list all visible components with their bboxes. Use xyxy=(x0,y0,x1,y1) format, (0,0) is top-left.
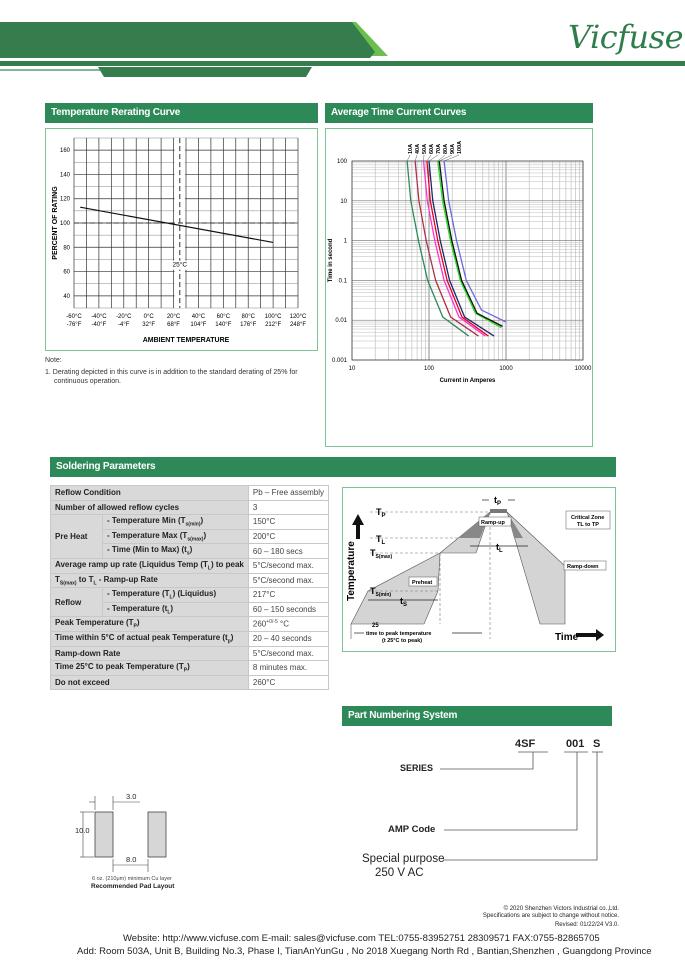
cell-label: Time within 5°C of actual peak Temperature $(t_p)$ xyxy=(51,631,249,646)
table-row xyxy=(51,675,329,690)
critical-zone-label: Critical Zone xyxy=(571,515,605,521)
cell-label: Ramp-down Rate xyxy=(51,646,249,661)
cell-value: 5°C/second max. xyxy=(248,573,328,588)
x-axis-label: AMBIENT TEMPERATURE xyxy=(142,337,230,344)
y-axis-label: PERCENT OF RATING xyxy=(52,186,59,260)
voltage-label: 250 V AC xyxy=(375,867,424,879)
x-tick-label-f: 32°F xyxy=(142,322,156,328)
series-leader xyxy=(415,155,417,161)
table-row xyxy=(51,661,329,676)
reflow-profile-diagram xyxy=(342,487,616,652)
pad-left xyxy=(95,812,113,857)
x-tick-label: 100 xyxy=(423,366,435,372)
pad-gap-dimension: 8.0 xyxy=(126,855,137,864)
logo: Vicfuse xyxy=(568,18,684,56)
cell-label: Reflow Condition xyxy=(51,486,249,501)
x-tick-label-f: -4°F xyxy=(118,322,130,328)
table-row xyxy=(51,500,329,515)
cell-label: Number of allowed reflow cycles xyxy=(51,500,249,515)
cell-label: Time 25°C to peak Temperature $(T_P)$ xyxy=(51,661,249,676)
cell-value: 60 – 150 seconds xyxy=(248,602,328,617)
x-tick-label-f: 212°F xyxy=(265,322,282,328)
x-tick-label-f: -40°F xyxy=(91,322,107,328)
y-tick-label: 120 xyxy=(59,196,70,203)
series-line-90A xyxy=(439,161,502,326)
note-text-2: continuous operation. xyxy=(54,378,121,385)
table-row xyxy=(51,573,329,588)
cell-label: Peak Temperature $(T_P)$ xyxy=(51,617,249,632)
series-label: 60A xyxy=(429,143,435,154)
up-arrow-icon xyxy=(352,514,364,539)
x-tick-label: 10000 xyxy=(574,366,592,372)
revision: Revised: 01/22/24 V3.0. xyxy=(554,922,619,928)
cell-label: $T_{S(max)}$ to $T_L$ - Ramp-up Rate xyxy=(51,573,249,588)
x-tick-label: -60°C xyxy=(66,314,82,320)
series-label: 70A xyxy=(436,143,442,154)
tsmax-label: $T_{S(max)}$ xyxy=(370,548,393,560)
profile-shapes xyxy=(351,509,565,624)
critical-zone-range: TL to TP xyxy=(577,522,599,528)
table-row xyxy=(51,646,329,661)
cell-value: 20 – 40 seconds xyxy=(248,631,328,646)
y-tick-label: 0.1 xyxy=(338,278,347,285)
suffix-code: S xyxy=(593,738,601,750)
note-text: 1. Derating depicted in this curve is in addition to the standard derating of 25% for xyxy=(45,369,298,376)
series-leader xyxy=(407,155,410,161)
x-tick-label: 20°C xyxy=(166,314,181,320)
y-tick-label: 1 xyxy=(343,238,347,245)
cell-label: Average ramp up rate (Liquidus Temp $(T_L)$ to peak xyxy=(51,558,249,573)
section-title-time-current: Average Time Current Curves xyxy=(325,103,593,123)
y-axis-label: Time in second xyxy=(328,238,334,283)
cell-group-preheat: Pre Heat xyxy=(51,515,103,559)
y-tick-label: 80 xyxy=(63,245,70,252)
footer-contact: Website: http://www.vicfuse.com E-mail: sales@vicfuse.com TEL:0755-83952751 28309571 FAX:0755-82865705 xyxy=(123,933,600,944)
cell-value: 3 xyxy=(248,500,328,515)
x-tick-label: -20°C xyxy=(116,314,132,320)
table-row xyxy=(51,558,329,573)
y-tick-label: 60 xyxy=(63,269,70,276)
series-label: 10A xyxy=(408,143,414,154)
cell-label: - Temperature $(t_L)$ xyxy=(103,602,249,617)
table-row xyxy=(51,631,329,646)
cell-value: 5°C/second max. xyxy=(248,558,328,573)
y-tick-label: 0.001 xyxy=(331,358,347,364)
cell-value: 60 – 180 secs xyxy=(248,544,328,559)
y-tick-label: 160 xyxy=(59,148,70,155)
table-row xyxy=(51,515,329,530)
ts-time-label: $t_S$ xyxy=(400,596,408,608)
table-row xyxy=(51,486,329,501)
preheat-label: Preheat xyxy=(412,580,433,586)
series-line-100A xyxy=(444,161,506,322)
cell-value: 260°C xyxy=(248,675,328,690)
x-tick-label-f: 104°F xyxy=(190,322,207,328)
x-tick-label: 40°C xyxy=(191,314,206,320)
special-purpose-label: Special purpose xyxy=(362,853,445,865)
tl-label: $T_L$ xyxy=(376,534,386,546)
copyright: © 2020 Shenzhen Victors Industrial co.,Ltd. xyxy=(503,906,619,912)
amp-code-label: AMP Code xyxy=(388,824,436,835)
time-axis-label: Time xyxy=(555,632,579,643)
x-tick-label-f: 140°F xyxy=(215,322,232,328)
x-tick-label: 80°C xyxy=(241,314,255,320)
pad-right xyxy=(148,812,166,857)
section-title-derating: Temperature Rerating Curve xyxy=(45,103,318,123)
series-label: 90A xyxy=(450,143,456,154)
y-tick-label: 0.01 xyxy=(335,318,347,325)
x-tick-label: 120°C xyxy=(289,314,307,320)
series-label: 50A xyxy=(422,143,428,154)
pad-note: 6 oz. (210μm) minimum Cu layer xyxy=(92,876,172,882)
x-tick-label-f: 176°F xyxy=(240,322,257,328)
cell-value: Pb – Free assembly xyxy=(248,486,328,501)
tp-time-label: $t_P$ xyxy=(494,495,502,507)
series-code: 4SF xyxy=(515,738,536,750)
pad-width-dimension: 3.0 xyxy=(126,792,137,801)
y-tick-label: 100 xyxy=(59,221,70,227)
cell-group-reflow: Reflow xyxy=(51,588,103,617)
peak-time-label: time to peak temperature xyxy=(366,631,432,637)
x-axis-label: Current in Amperes xyxy=(439,378,496,384)
series-label: 40A xyxy=(415,143,421,154)
cell-value: $260^{+0/-5}$ °C xyxy=(248,617,328,632)
cell-label: - Temperature Max $(T_{s(max)})$ xyxy=(103,529,249,544)
y-tick-label: 40 xyxy=(63,293,70,300)
x-tick-label-f: -76°F xyxy=(66,322,82,328)
cell-value: 5°C/second max. xyxy=(248,646,328,661)
reference-label: 25°C xyxy=(172,261,188,269)
cell-label: - Temperature $(T_L)$ (Liquidus) xyxy=(103,588,249,603)
footer-address: Add: Room 503A, Unit B, Building No.3, Phase I, TianAnYunGu , No 2018 Xuegang North Rd , Bantian,Shenzhen , Guangdong Province xyxy=(77,946,652,957)
pad-layout-title: Recommended Pad Layout xyxy=(91,883,175,890)
cell-label: Do not exceed xyxy=(51,675,249,690)
x-tick-label-f: 248°F xyxy=(289,322,307,328)
derating-chart xyxy=(45,128,318,351)
series-line-50A xyxy=(424,161,486,336)
y-tick-label: 100 xyxy=(336,159,347,165)
cell-value: 8 minutes max. xyxy=(248,661,328,676)
y-tick-label: 10 xyxy=(340,198,347,205)
soldering-parameters-table xyxy=(50,485,329,690)
y-tick-label: 140 xyxy=(59,172,70,179)
cell-value: 150°C xyxy=(248,515,328,530)
tl-time-label: $t_L$ xyxy=(496,542,503,554)
section-title-soldering: Soldering Parameters xyxy=(50,457,616,477)
series-label: SERIES xyxy=(400,763,434,773)
cell-value: 200°C xyxy=(248,529,328,544)
tsmin-label: $T_{S(min)}$ xyxy=(370,586,392,598)
series-label: 80A xyxy=(443,143,449,154)
temperature-axis-label: Temperature xyxy=(346,541,357,601)
x-tick-label: 100°C xyxy=(264,314,282,320)
x-tick-label: 60°C xyxy=(216,314,231,320)
ramp-up-label: Ramp-up xyxy=(481,520,505,526)
x-tick-label-f: 68°F xyxy=(167,322,180,328)
cell-value: 217°C xyxy=(248,588,328,603)
pad-height-dimension: 10.0 xyxy=(75,826,90,835)
peak-time-sub: (t 25°C to peak) xyxy=(382,638,423,644)
cell-label: - Temperature Min $(T_{s(min)})$ xyxy=(103,515,249,530)
section-title-part-numbering: Part Numbering System xyxy=(342,706,612,726)
tp-label: $T_P$ xyxy=(376,507,386,519)
amp-code: 001 xyxy=(566,738,585,750)
series-label: 100A xyxy=(457,140,463,154)
table-row xyxy=(51,588,329,603)
note-title: Note: xyxy=(45,357,62,364)
cell-label: - Time (Min to Max) $(t_s)$ xyxy=(103,544,249,559)
ramp-down-label: Ramp-down xyxy=(567,564,599,570)
x-tick-label: 1000 xyxy=(499,366,513,372)
series-leader xyxy=(444,155,459,161)
t25-label: 25 xyxy=(372,623,379,629)
right-arrow-icon xyxy=(576,629,604,641)
plot-border xyxy=(352,161,583,360)
x-tick-label: 0°C xyxy=(143,314,154,320)
x-tick-label: 10 xyxy=(348,366,356,372)
time-current-chart xyxy=(325,128,593,447)
spec-notice: Specifications are subject to change without notice. xyxy=(482,913,619,919)
table-row xyxy=(51,617,329,632)
series-line-70A xyxy=(429,161,494,336)
x-tick-label: -40°C xyxy=(91,314,107,320)
